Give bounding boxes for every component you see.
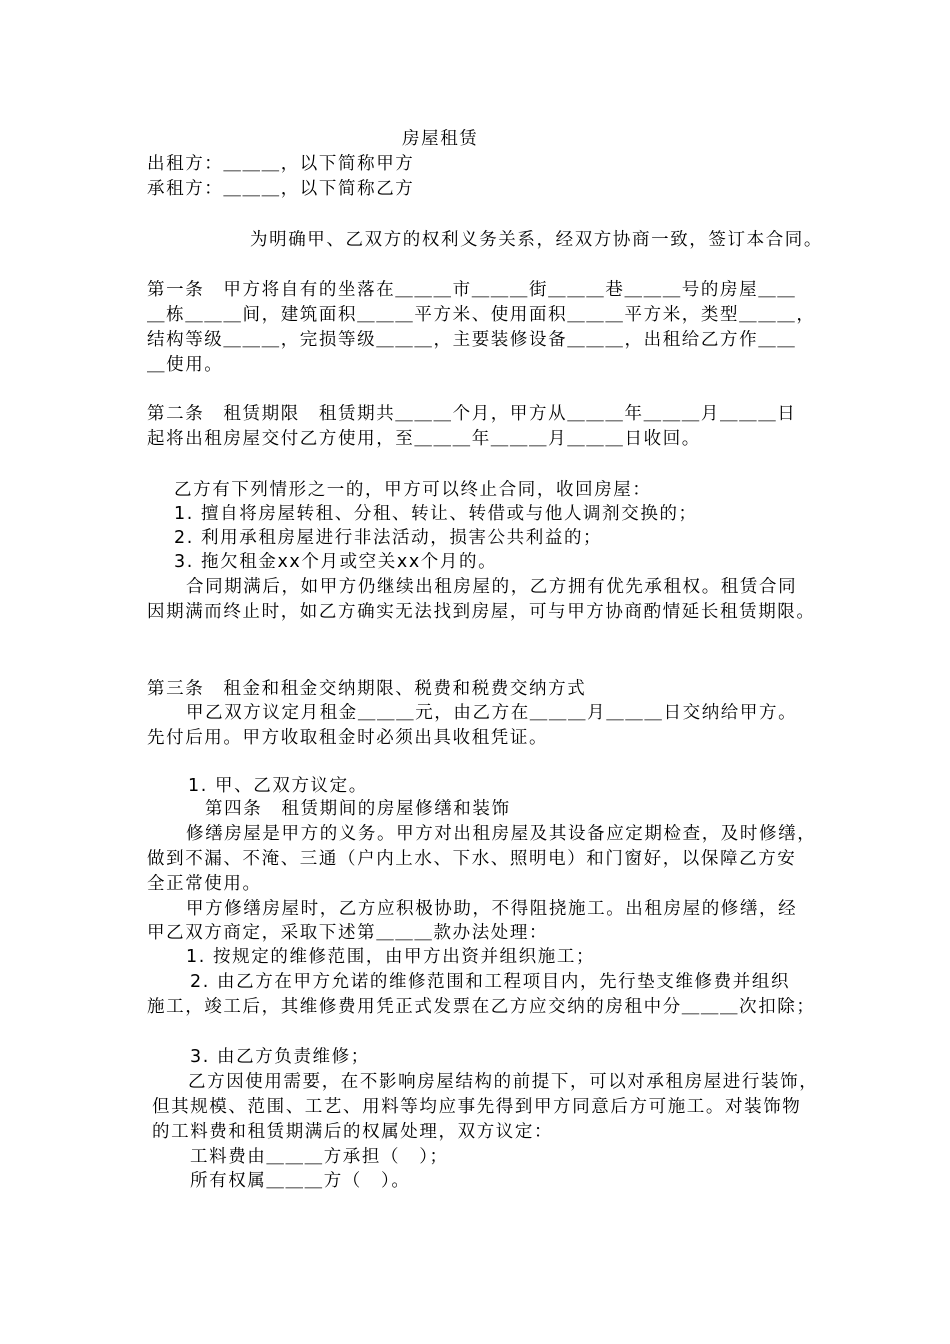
cost-line: 工料费由＿＿＿方承担（ ）； [190, 1147, 449, 1167]
termination-intro: 乙方有下列情形之一的，甲方可以终止合同，收回房屋： [174, 480, 652, 500]
repair-method-2-line1: 2. 由乙方在甲方允诺的维修范围和工程项目内，先行垫支维修费并组织 [190, 972, 791, 992]
lessee-line: 承租方：＿＿＿，以下简称乙方 [147, 179, 415, 199]
article4-para1-line1: 修缮房屋是甲方的义务。甲方对出租房屋及其设备应定期检查，及时修缮， [186, 824, 817, 844]
article3-line2: 先付后用。甲方收取租金时必须出具收租凭证。 [147, 728, 549, 748]
termination-item-2: 2. 利用承租房屋进行非法活动，损害公共利益的； [174, 528, 603, 548]
lessor-line: 出租方：＿＿＿，以下简称甲方 [147, 154, 415, 174]
termination-item-3: 3. 拖欠租金xx个月或空关xx个月的。 [174, 552, 498, 572]
article4-para1-line3: 全正常使用。 [147, 874, 262, 894]
article3-item1: 1. 甲、乙双方议定。 [188, 776, 368, 796]
decoration-line1: 乙方因使用需要，在不影响房屋结构的前提下，可以对承租房屋进行装饰， [188, 1072, 819, 1092]
article1-line4: ＿使用。 [147, 355, 224, 375]
article4-para1-line2: 做到不漏、不淹、三通（户内上水、下水、照明电）和门窗好，以保障乙方安 [147, 849, 797, 869]
article1-line2: ＿栋＿＿＿间，建筑面积＿＿＿平方米、使用面积＿＿＿平方米，类型＿＿＿， [147, 305, 816, 325]
article4-heading: 第四条 租赁期间的房屋修缮和装饰 [205, 799, 511, 819]
article4-para2-line1: 甲方修缮房屋时，乙方应积极协助，不得阻挠施工。出租房屋的修缮，经 [186, 899, 798, 919]
repair-method-2-line2: 施工，竣工后，其维修费用凭正式发票在乙方应交纳的房租中分＿＿＿次扣除； [147, 997, 816, 1017]
ownership-line: 所有权属＿＿＿方（ ）。 [190, 1171, 411, 1191]
repair-method-1: 1. 按规定的维修范围，由甲方出资并组织施工； [186, 947, 596, 967]
article1-line3: 结构等级＿＿＿，完损等级＿＿＿，主要装修设备＿＿＿，出租给乙方作＿＿ [147, 330, 797, 350]
article2-line1: 第二条 租赁期限 租赁期共＿＿＿个月，甲方从＿＿＿年＿＿＿月＿＿＿日 [147, 404, 797, 424]
renewal-line2: 因期满而终止时，如乙方确实无法找到房屋，可与甲方协商酌情延长租赁期限。 [147, 602, 816, 622]
article1-line1: 第一条 甲方将自有的坐落在＿＿＿市＿＿＿街＿＿＿巷＿＿＿号的房屋＿＿ [147, 280, 797, 300]
renewal-line1: 合同期满后，如甲方仍继续出租房屋的，乙方拥有优先承租权。租赁合同 [186, 577, 798, 597]
document-title: 房屋租赁 [402, 129, 479, 149]
article3-line1: 甲乙双方议定月租金＿＿＿元，由乙方在＿＿＿月＿＿＿日交纳给甲方。 [186, 703, 798, 723]
decoration-line3: 的工料费和租赁期满后的权属处理，双方议定： [152, 1122, 554, 1142]
repair-method-3: 3. 由乙方负责维修； [190, 1047, 370, 1067]
article3-heading: 第三条 租金和租金交纳期限、税费和税费交纳方式 [147, 679, 587, 699]
decoration-line2: 但其规模、范围、工艺、用料等均应事先得到甲方同意后方可施工。对装饰物 [152, 1097, 802, 1117]
preamble: 为明确甲、乙双方的权利义务关系，经双方协商一致，签订本合同。 [250, 230, 823, 250]
article2-line2: 起将出租房屋交付乙方使用，至＿＿＿年＿＿＿月＿＿＿日收回。 [147, 429, 701, 449]
article4-para2-line2: 甲乙双方商定，采取下述第＿＿＿款办法处理： [147, 923, 549, 943]
termination-item-1: 1. 擅自将房屋转租、分租、转让、转借或与他人调剂交换的； [174, 504, 698, 524]
